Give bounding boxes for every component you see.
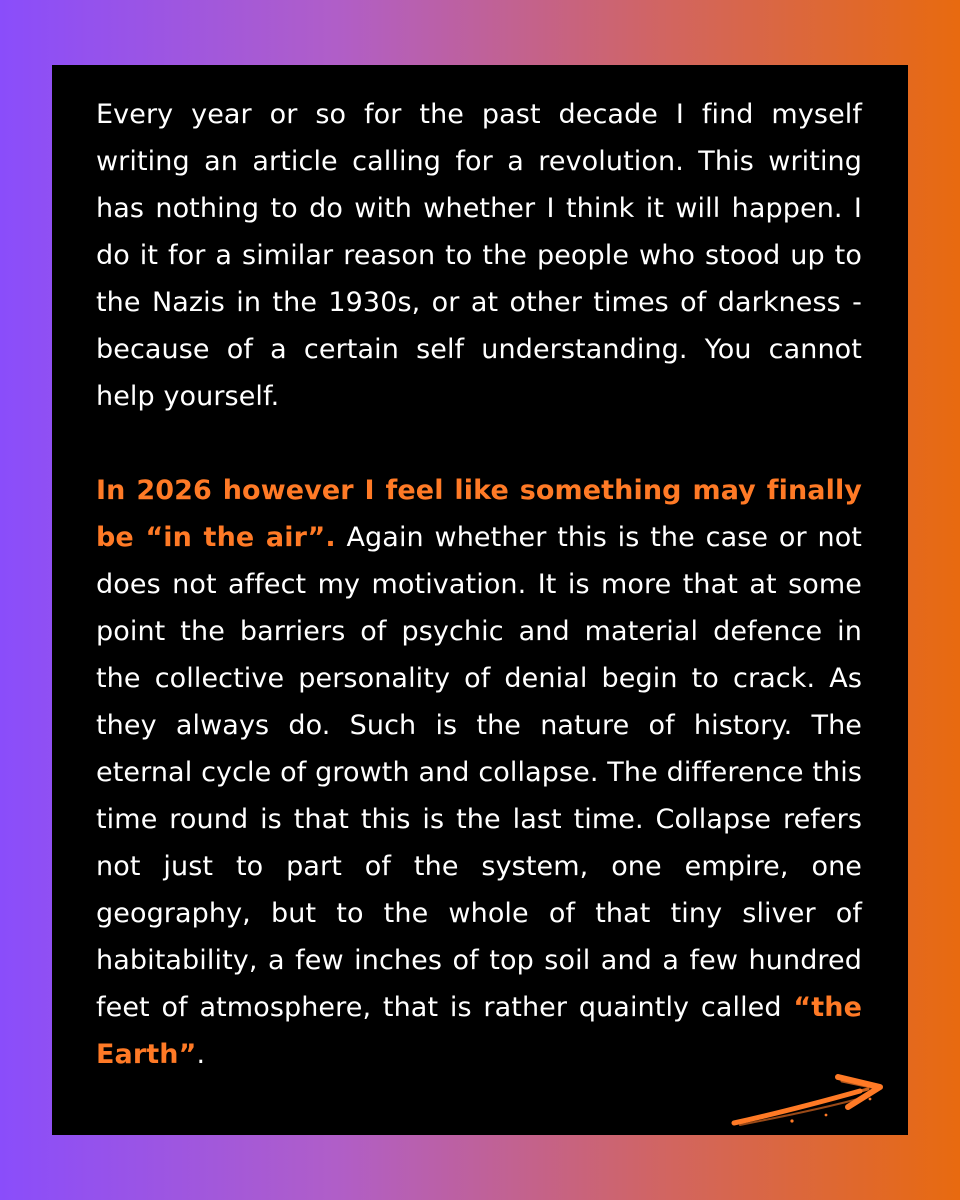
- paragraph-2-end-highlight: “the Earth”: [96, 992, 862, 1070]
- paragraph-2: [96, 467, 862, 1078]
- paragraph-2-highlight: In 2026 however I feel like something may finally be “in the air”.: [96, 475, 862, 553]
- text-card: [52, 65, 908, 1135]
- paragraph-1-text: Every year or so for the past decade I find myself writing an article calling for a revolution. This writing has nothing to do with whether I think it will happen. I do it for a similar reason to the people who stood up to the Nazis in the 1930s, or at other times of darkness - because of a certain self understanding. You cannot help yourself.: [96, 99, 862, 412]
- paragraph-1: [96, 91, 862, 420]
- paragraph-2-body: Again whether this is the case or not does not affect my motivation. It is more that at some point the barriers of psychic and material defence in the collective personality of denial begin to crack. As they always do. Such is the nature of history. The eternal cycle of growth and collapse. The difference this time round is that this is the last time. Collapse refers not just to part of the system, one empire, one geography, but to the whole of that tiny sliver of habitability, a few inches of top soil and a few hundred feet of atmosphere, that is rather quaintly called: [96, 522, 862, 1023]
- paragraph-2-end-punct: .: [196, 1039, 206, 1070]
- brush-arrow-icon: [730, 1069, 900, 1129]
